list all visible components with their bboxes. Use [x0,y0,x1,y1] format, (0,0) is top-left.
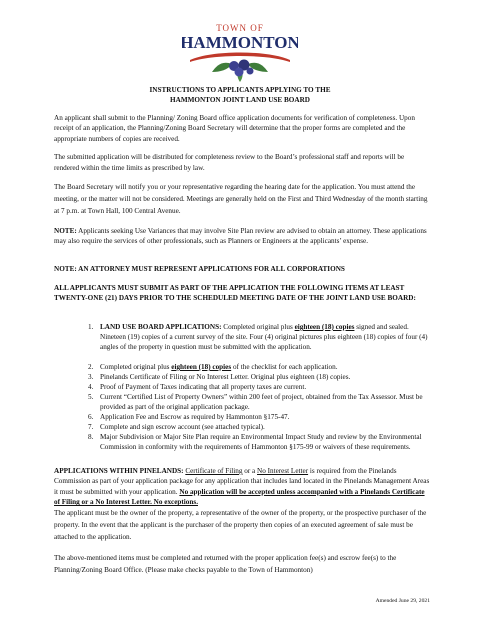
paragraph-note-use-variance [54,226,430,247]
list-item [100,322,430,352]
pinelands-label: APPLICATIONS WITHIN PINELANDS: [54,467,184,475]
paragraph-verification: An applicant shall submit to the Planning/ Zoning Board office application documents for verification of completeness. Upon receipt of an application, the Planning/Zoning Board Secretary will determine that the proper forms are completed and the appropriate numbers of copies are received. [54,114,415,143]
paragraph-pinelands [54,466,430,508]
paragraph-hearing: The Board Secretary will notify you or your representative regarding the hearing date for the application. You must attend the meeting, or the matter will not be considered. Meetings are generally held on the First and Third Wednesday of the month starting at 7 p.m. at Town Hall, 100 Central Avenue. [54,183,428,215]
blueberry-icon [247,68,254,75]
paragraph-distribution: The submitted application will be distributed for completeness review to the Board’s professional staff and reports will be rendered within the time limits as prescribed by law. [54,153,405,173]
swoosh-icon [190,53,290,63]
heading-all-applicants: ALL APPLICANTS MUST SUBMIT AS PART OF THE APPLICATION THE FOLLOWING ITEMS AT LEAST TWENTY-ONE (21) DAYS PRIOR TO THE SCHEDULED MEETING DATE OF THE JOINT LAND USE BOARD: [54,284,416,303]
list-item-bold: LAND USE BOARD APPLICATIONS: [100,323,222,331]
logo-line1: TOWN OF [216,23,264,33]
logo-line2: HAMMONTON [182,33,298,52]
list-item-number: 5. [88,393,94,401]
list-item: Major Subdivision or Major Site Plan require an Environmental Impact Study and review by the Environmental Commission in conformity with the requirements of Hammonton §175-99 or waivers of these requirements. [100,433,422,451]
title-line2: HAMMONTON JOINT LAND USE BOARD [170,96,310,105]
paragraph-owner: The applicant must be the owner of the property, a representative of the owner of the property, or the prospective purchaser of the property. In the event that the applicant is the purchaser of the property then copies of an executed agreement of sale must be attached to the application. [54,509,427,541]
hammonton-logo-graphic [182,20,298,82]
list-item [100,362,430,372]
list-item-emphasis: eighteen (18) copies [294,323,355,331]
list-item: Pinelands Certificate of Filing or No Interest Letter. Original plus eighteen (18) copies. [100,373,351,381]
list-item-number: 4. [88,383,94,391]
list-item-number: 1. [88,323,94,331]
note-text: Applicants seeking Use Variances that may involve Site Plan review are advised to obtain an attorney. These applications may also require the services of other professionals, such as Planners or Engineers at the applicants’ expense. [54,227,427,246]
amended-date: Amended June 29, 2021 [375,598,430,604]
list-item-number: 6. [88,413,94,421]
list-item-text: signed and sealed. Nineteen (19) copies of a current survey of the site. Four (4) original pictures plus eighteen (18) copies of four (4) angles of the property in question must be submitted with the application. [100,323,428,351]
list-item-emphasis: eighteen (18) copies [171,363,232,371]
pinelands-or-text: or a [242,467,257,475]
note-attorney: NOTE: AN ATTORNEY MUST REPRESENT APPLICATIONS FOR ALL CORPORATIONS [54,265,345,273]
list-item: Current “Certified List of Property Owners” within 200 feet of project, obtained from the Tax Assessor. Must be provided as part of the original application package. [100,393,423,411]
paragraph-fees: The above-mentioned items must be completed and returned with the proper application fee(s) and escrow fee(s) to the Planning/Zoning Board Office. (Please make checks payable to the Town of Hammonton) [54,554,397,574]
list-item-number: 8. [88,433,94,441]
town-logo [182,20,298,82]
list-item-number: 2. [88,363,94,371]
certificate-of-filing-text: Certificate of Filing [185,467,243,475]
note-label: NOTE: [54,227,77,235]
list-item-text: Completed original plus [221,323,295,331]
list-item-text: of the checklist for each application. [231,363,338,371]
blueberry-icon [235,68,244,77]
list-item-number: 7. [88,423,94,431]
list-item: Complete and sign escrow account (see attached typical). [100,423,265,431]
list-item-number: 3. [88,373,94,381]
title-line1: INSTRUCTIONS TO APPLICANTS APPLYING TO THE [149,86,331,94]
pinelands-text: is required from the Pinelands Commission as part of your application package for any application that includes land located in the Pinelands Management Areas it must be submitted with your application. [54,467,430,496]
list-item: Application Fee and Escrow as required by Hammonton §175-47. [100,413,290,421]
list-item-text: Completed original plus [100,363,172,371]
list-item: Proof of Payment of Taxes indicating that all property taxes are current. [100,383,307,391]
page-title [0,85,480,106]
no-interest-letter-text: No Interest Letter [257,467,309,475]
pinelands-warning: No application will be accepted unless accompanied with a Pinelands Certificate of Filing or a No Interest Letter. No exceptions. [54,487,425,507]
leaf-left-icon [212,63,232,72]
